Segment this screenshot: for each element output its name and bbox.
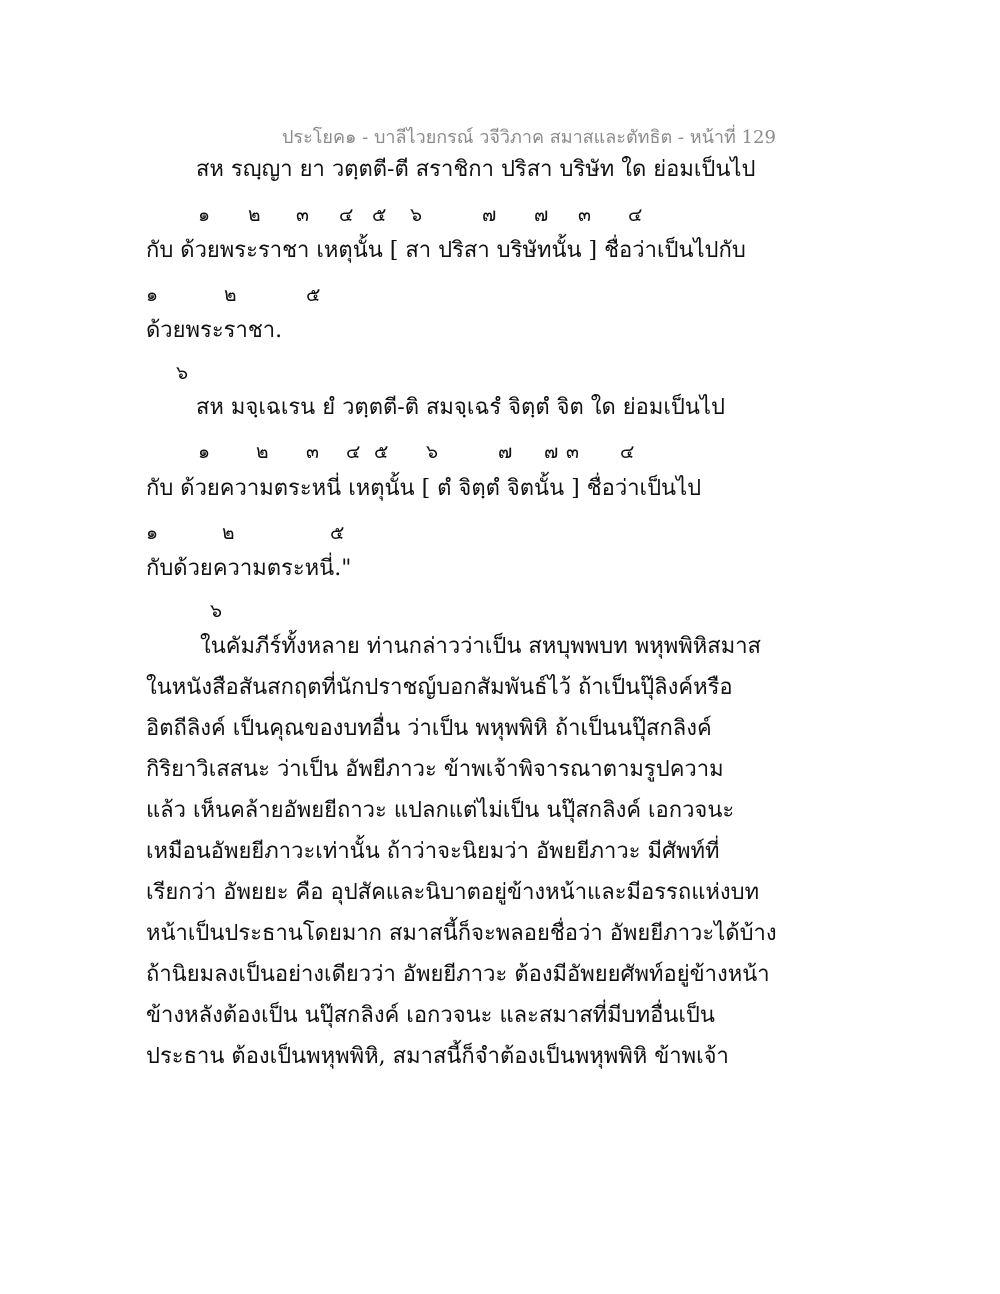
paragraph-line: ข้างหลังต้องเป็น นปุ๊สกลิงค์ เอกวจนะ และสมาสที่มีบทอื่นเป็น — [146, 1003, 715, 1028]
example2-number: ๔ — [620, 441, 635, 463]
paragraph-line: ถ้านิยมลงเป็นอย่างเดียวว่า อัพยยีภาวะ ต้องมีอัพยยศัพท์อยู่ข้างหน้า — [146, 962, 770, 987]
example2-number: ๑ — [146, 522, 159, 544]
example1-number: ๔ — [339, 204, 354, 226]
example2-number: ๗ — [498, 441, 513, 463]
example2-number: ๓ — [306, 441, 319, 463]
example2-number: ๑ — [198, 441, 211, 463]
example1-number: ๗ — [482, 204, 497, 226]
example2-number: ๖ — [426, 441, 439, 463]
example2-pali-line: สห มจฺเฉเรน ยํ วตฺตตี-ติ สมจฺเฉรํ จิตฺตํ จิต ใด ย่อมเป็นไป — [196, 395, 725, 420]
paragraph-line: เหมือนอัพยยีภาวะเท่านั้น ถ้าว่าจะนิยมว่า อัพยยีภาวะ มีศัพท์ที่ — [146, 839, 720, 864]
example1-translation-line: กับ ด้วยพระราชา เหตุนั้น [ สา ปริสา บริษัทนั้น ] ชื่อว่าเป็นไปกับ — [146, 238, 746, 263]
example1-number: ๕ — [372, 204, 387, 226]
example2-number: ๗ — [544, 441, 559, 463]
example1-number: ๕ — [306, 284, 321, 306]
example2-translation-line: กับ ด้วยความตระหนี่ เหตุนั้น [ ตํ จิตฺตํ จิตนั้น ] ชื่อว่าเป็นไป — [146, 476, 702, 501]
example1-number: ๒ — [248, 204, 261, 226]
example2-number: ๕ — [330, 522, 345, 544]
paragraph-line: แล้ว เห็นคล้ายอัพยยีถาวะ แปลกแต่ไม่เป็น นปุ๊สกลิงค์ เอกวจนะ — [146, 798, 735, 823]
example1-number: ๑ — [146, 284, 159, 306]
example1-number: ๗ — [534, 204, 549, 226]
example2-number: ๕ — [374, 441, 389, 463]
paragraph-line: ประธาน ต้องเป็นพหุพพิหิ, สมาสนี้ก็จำต้องเป็นพหุพพิหิ ข้าพเจ้า — [146, 1044, 729, 1069]
example1-translation-end: ด้วยพระราชา. — [146, 318, 283, 343]
example2-number: ๒ — [256, 441, 269, 463]
example2-translation-end: กับด้วยความตระหนี่." — [146, 556, 352, 581]
paragraph-line: เรียกว่า อัพยยะ คือ อุปสัคและนิบาตอยู่ข้างหน้าและมีอรรถแห่งบท — [146, 880, 760, 905]
example1-number: ๓ — [296, 204, 309, 226]
page-header: ประโยค๑ - บาลีไวยกรณ์ วจีวิภาค สมาสและตัทธิต - หน้าที่ 129 — [282, 127, 776, 148]
example2-number: ๔ — [346, 441, 361, 463]
paragraph-line: กิริยาวิเสสนะ ว่าเป็น อัพยีภาวะ ข้าพเจ้าพิจารณาตามรูปความ — [146, 757, 724, 782]
example1-pali-line: สห รญฺญา ยา วตฺตตี-ตี สราชิกา ปริสา บริษัท ใด ย่อมเป็นไป — [196, 157, 756, 182]
paragraph-line: ในคัมภีร์ทั้งหลาย ท่านกล่าวว่าเป็น สหบุพพบท พหุพพิหิสมาส — [200, 634, 761, 659]
example2-number: ๓ — [566, 441, 579, 463]
paragraph-line: ในหนังสือสันสกฤตที่นักปราชญ์บอกสัมพันธ์ไว้ ถ้าเป็นปุ๊ลิงค์หรือ — [146, 675, 733, 700]
example1-number: ๔ — [628, 204, 643, 226]
example1-number: ๖ — [410, 204, 423, 226]
paragraph-line: อิตถีลิงค์ เป็นคุณของบทอื่น ว่าเป็น พหุพพิหิ ถ้าเป็นนปุ๊สกลิงค์ — [146, 716, 712, 741]
paragraph-line: หน้าเป็นประธานโดยมาก สมาสนี้ก็จะพลอยชื่อว่า อัพยยีภาวะได้บ้าง — [146, 921, 777, 946]
example1-number: ๒ — [224, 284, 237, 306]
example1-number: ๖ — [176, 362, 189, 384]
example1-number: ๓ — [578, 204, 591, 226]
example2-number: ๒ — [222, 522, 235, 544]
example2-number: ๖ — [210, 600, 223, 622]
example1-number: ๑ — [198, 204, 211, 226]
